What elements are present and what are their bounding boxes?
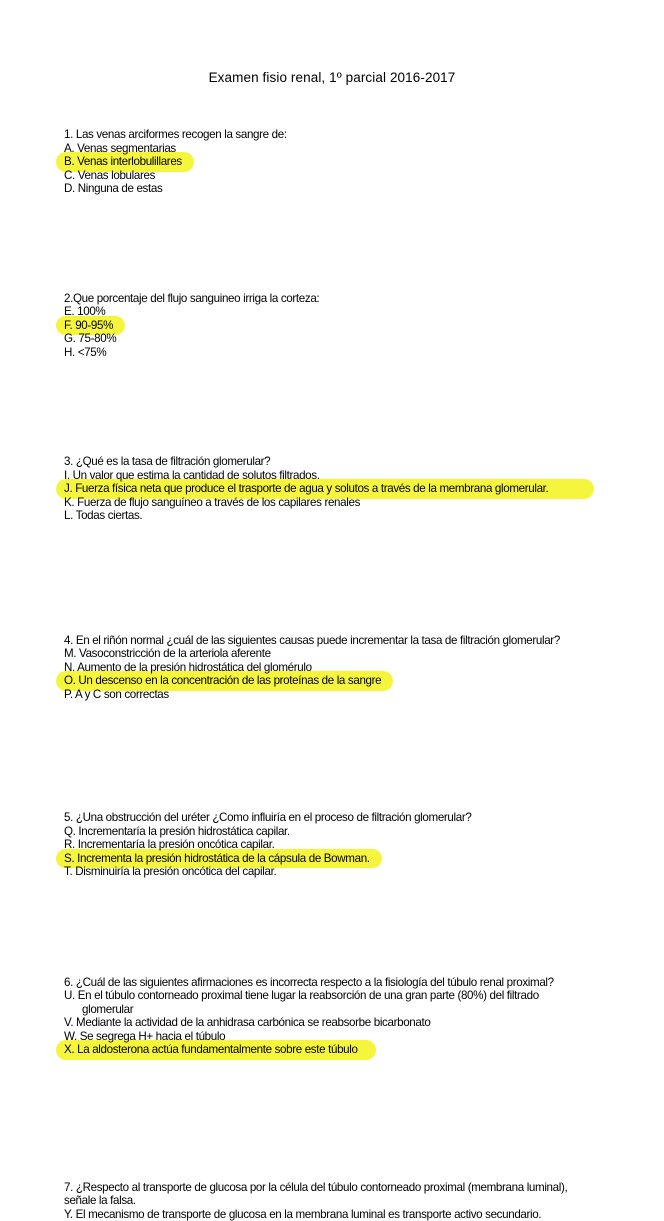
option-e: E. 100% — [64, 305, 584, 319]
question-stem: 2.Que porcentaje del flujo sanguineo irriga la corteza: — [64, 292, 584, 306]
option-m: M. Vasoconstricción de la arteriola aferente — [64, 647, 584, 661]
option-v: V. Mediante la actividad de la anhidrasa carbónica se reabsorbe bicarbonato — [64, 1016, 584, 1030]
option-o-highlighted: O. Un descenso en la concentración de las proteínas de la sangre — [64, 674, 381, 688]
question-6 — [64, 976, 584, 1057]
option-d: D. Ninguna de estas — [64, 182, 584, 196]
question-stem: 4. En el riñón normal ¿cuál de las siguientes causas puede incrementar la tasa de filtración glomerular? — [64, 634, 584, 648]
question-stem: 6. ¿Cuál de las siguientes afirmaciones es incorrecta respecto a la fisiología del túbulo renal proximal? — [64, 976, 584, 990]
option-j-highlighted: J. Fuerza física neta que produce el trasporte de agua y solutos a través de la membrana glomerular. — [64, 482, 604, 496]
option-t: T. Disminuiría la presión oncótica del capilar. — [64, 865, 584, 879]
option-f-highlighted: F. 90-95% — [64, 319, 113, 333]
option-n: N. Aumento de la presión hidrostática del glomérulo — [64, 661, 584, 675]
question-stem: 1. Las venas arciformes recogen la sangre de: — [64, 128, 584, 142]
option-c: C. Venas lobulares — [64, 169, 584, 183]
page-title: Examen fisio renal, 1º parcial 2016-2017 — [0, 70, 664, 85]
option-h: H. <75% — [64, 346, 584, 360]
question-2 — [64, 292, 584, 360]
option-g: G. 75-80% — [64, 332, 584, 346]
question-stem: 7. ¿Respecto al transporte de glucosa por la célula del túbulo contorneado proximal (membrana luminal), señale la falsa. — [64, 1181, 584, 1208]
option-s-highlighted: S. Incrementa la presión hidrostática de la cápsula de Bowman. — [64, 852, 370, 866]
option-u: U. En el túbulo contorneado proximal tiene lugar la reabsorción de una gran parte (80%) del filtrado glomerular — [64, 989, 584, 1016]
question-3 — [64, 455, 584, 523]
option-p: P. A y C son correctas — [64, 688, 584, 702]
question-stem: 3. ¿Qué es la tasa de filtración glomerular? — [64, 455, 584, 469]
question-7 — [64, 1181, 584, 1221]
option-y: Y. El mecanismo de transporte de glucosa en la membrana luminal es transporte activo secundario. — [64, 1208, 584, 1221]
option-b-highlighted: B. Venas interlobulillares — [64, 155, 182, 169]
option-a: A. Venas segmentarias — [64, 142, 584, 156]
option-l: L. Todas ciertas. — [64, 509, 584, 523]
option-x-highlighted: X. La aldosterona actúa fundamentalmente sobre este túbulo — [64, 1043, 364, 1057]
option-q: Q. Incrementaría la presión hidrostática capilar. — [64, 825, 584, 839]
option-i: I. Un valor que estima la cantidad de solutos filtrados. — [64, 469, 584, 483]
question-5 — [64, 811, 584, 879]
option-w: W. Se segrega H+ hacia el túbulo — [64, 1030, 584, 1044]
question-1 — [64, 128, 584, 196]
option-k: K. Fuerza de flujo sanguíneo a través de los capilares renales — [64, 496, 584, 510]
option-r: R. Incrementaría la presión oncótica capilar. — [64, 838, 584, 852]
question-stem: 5. ¿Una obstrucción del uréter ¿Como influiría en el proceso de filtración glomerular? — [64, 811, 584, 825]
question-4 — [64, 634, 584, 702]
